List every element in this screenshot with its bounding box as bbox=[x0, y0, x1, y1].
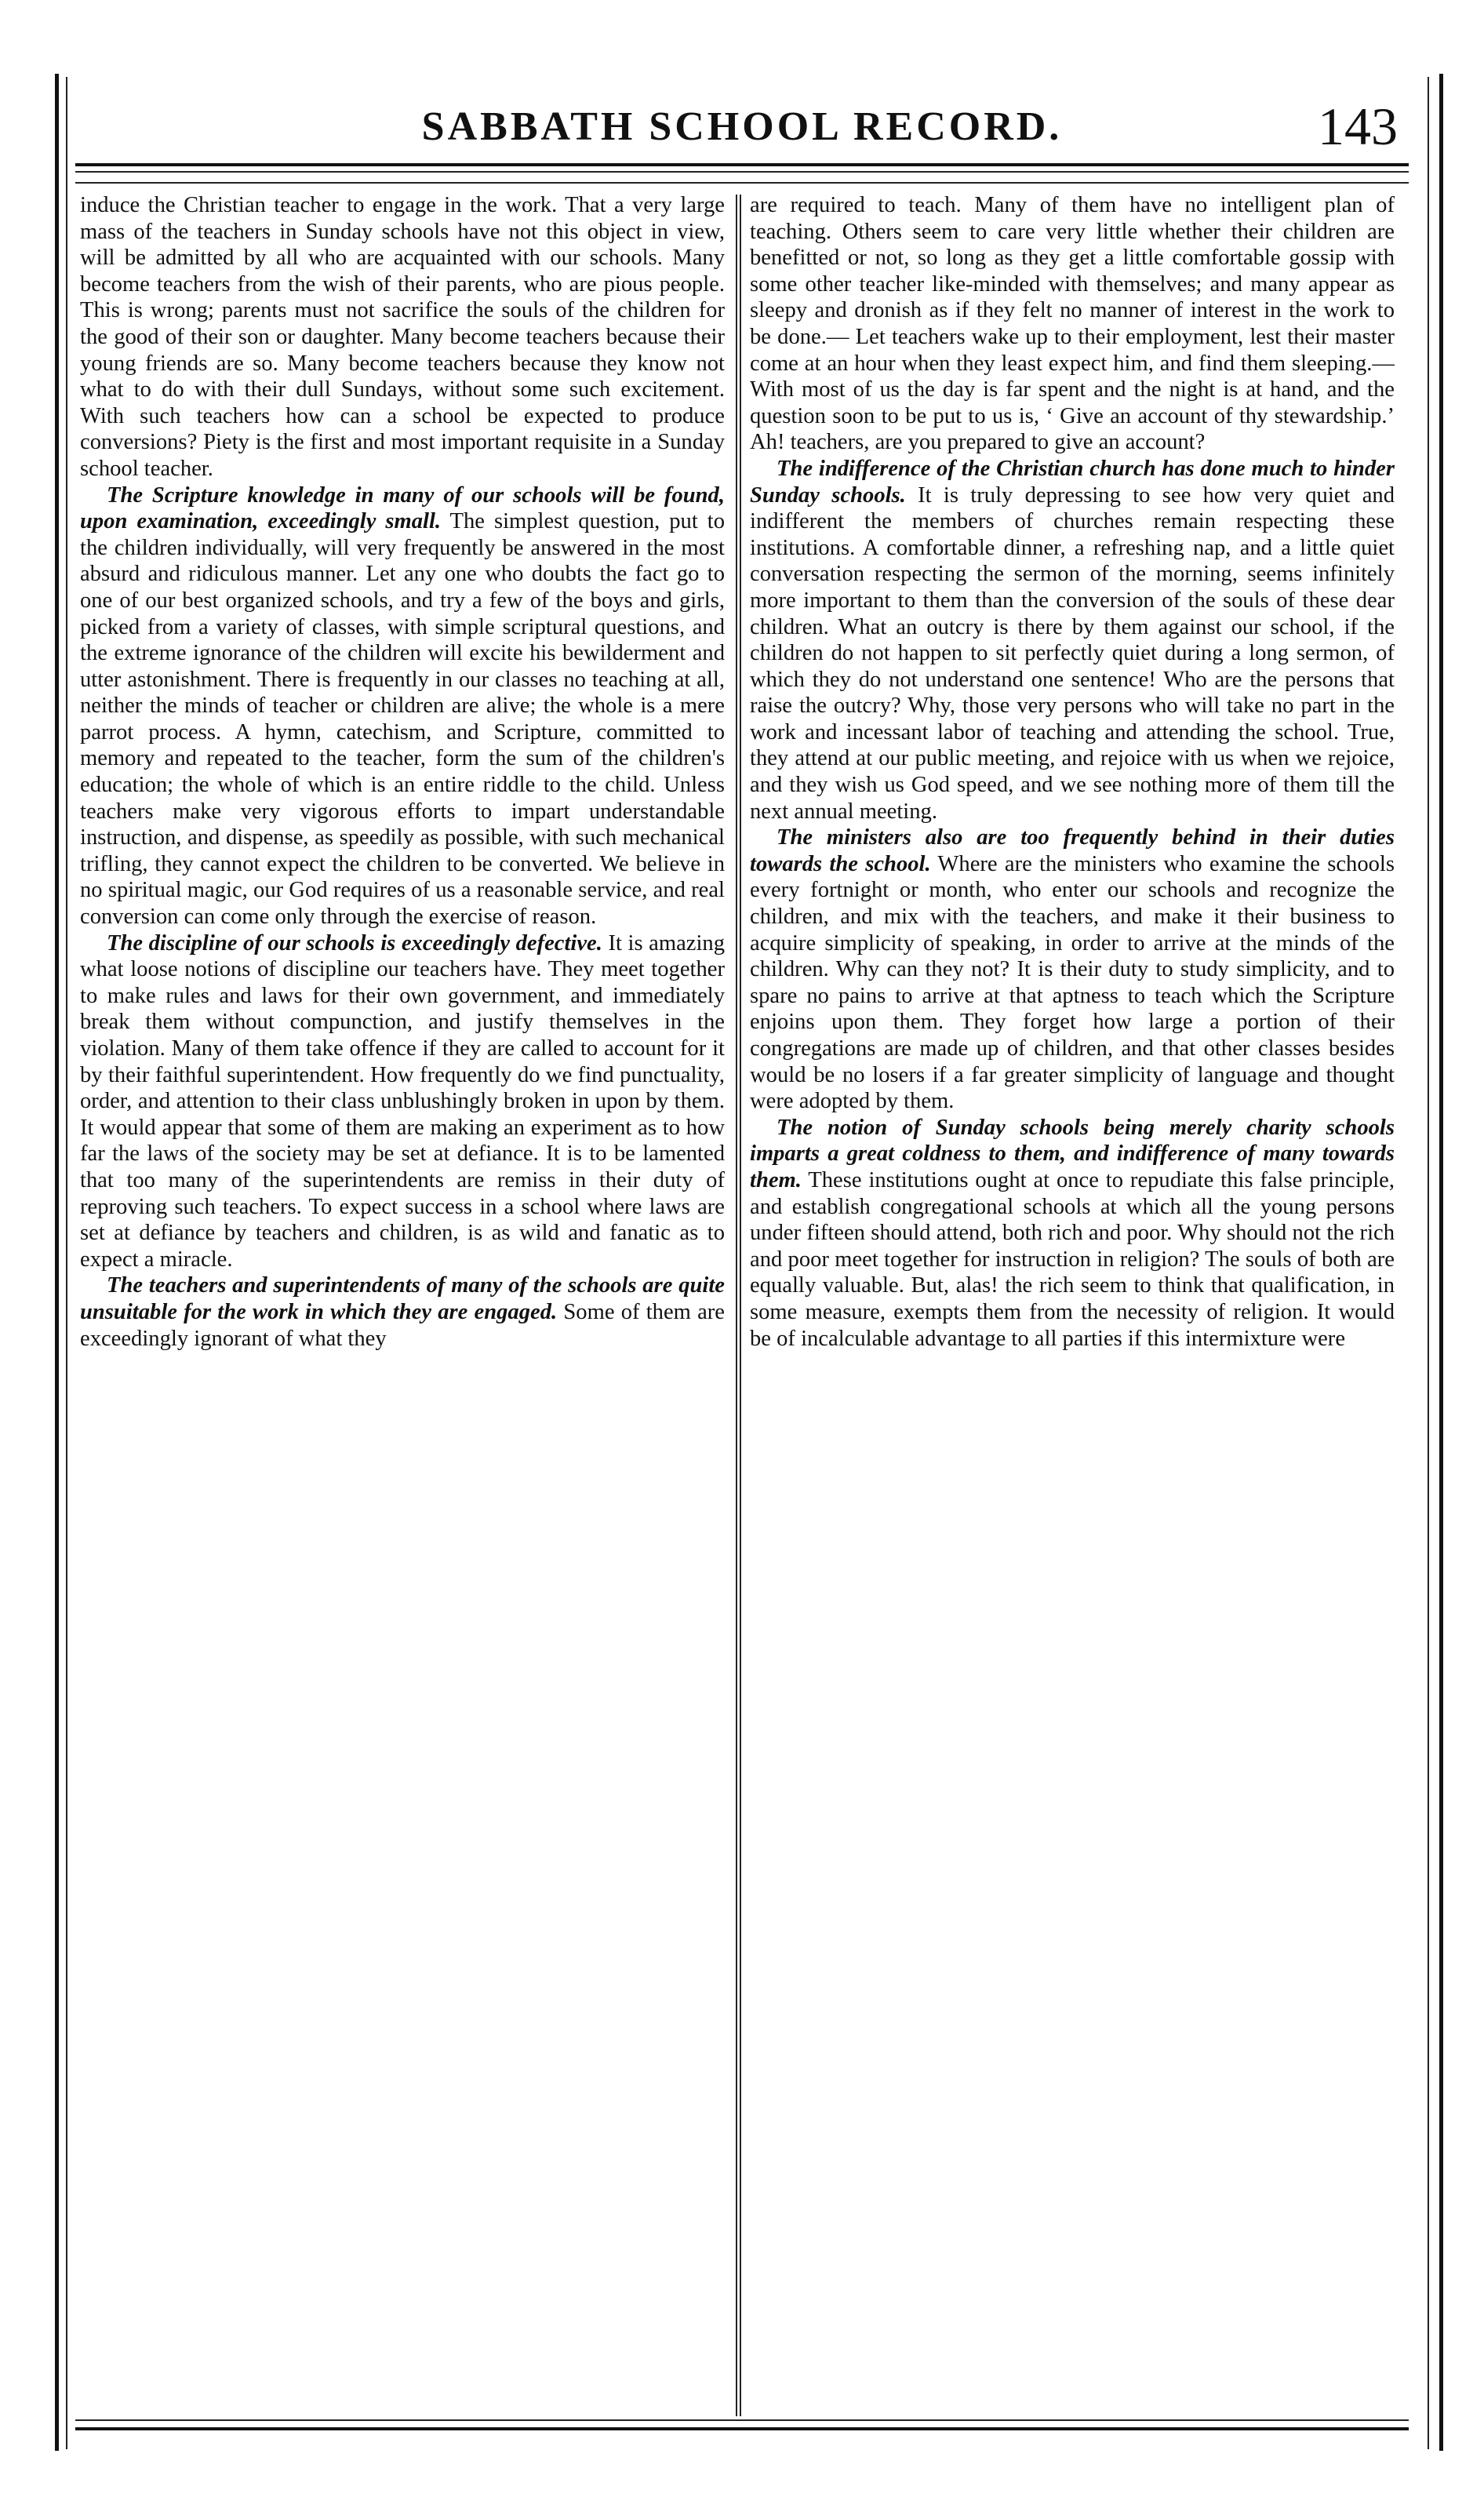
paragraph-lead: The Scripture knowledge in many of our schools will be found, upon examination, exceedingly small. bbox=[80, 482, 725, 534]
left-column bbox=[80, 192, 725, 2416]
right-column bbox=[750, 192, 1395, 2416]
paragraph bbox=[80, 930, 725, 1273]
running-title: SABBATH SCHOOL RECORD. bbox=[421, 104, 1063, 149]
paragraph bbox=[750, 456, 1395, 825]
paragraph bbox=[750, 1115, 1395, 1352]
paragraph-lead: The notion of Sunday schools being merely charity schools imparts a great coldness to them, and indifference of many towards them. bbox=[750, 1115, 1395, 1192]
paragraph-body: It is amazing what loose notions of discipline our teachers have. They meet together to make rules and laws for their own government, and immediately break them without compunction, and justify themselves in the violation. Many of them take offence if they are called to account for it by their faithful superintendent. How frequently do we find punctuality, order, and attention to their class unblushingly broken in upon by them. It would appear that some of them are making an experiment as to how far the laws of the society may be set at defiance. It is to be lamented that too many of the superintendents are remiss in their duty of reproving such teachers. To expect success in a school where laws are set at defiance by teachers and children, is as wild and fanatic as to expect a miracle. bbox=[80, 930, 725, 1272]
paragraph-body: Some of them are exceedingly ignorant of what they bbox=[80, 1299, 725, 1351]
paragraph bbox=[750, 825, 1395, 1115]
paragraph-lead: The ministers also are too frequently behind in their duties towards the school. bbox=[750, 825, 1395, 876]
paragraph-body: Where are the ministers who examine the schools every fortnight or month, who enter our schools and recognize the children, and mix with the teachers, and make it their business to acquire simplicity of speaking, in order to arrive at the minds of the children. Why can they not? It is their duty to study simplicity, and to spare no pains to arrive at that aptness to teach which the Scripture enjoins upon them. They forget how large a portion of their congregations are made up of children, and that other classes besides would be no losers if a far greater simplicity of language and thought were adopted by them. bbox=[750, 851, 1395, 1114]
header-rule-thin-2 bbox=[75, 182, 1409, 184]
paragraph-lead: The indifference of the Christian church has done much to hinder Sunday schools. bbox=[750, 456, 1395, 508]
paragraph-body: The simplest question, put to the children individually, will very frequently be answered in the most absurd and ridiculous manner. Let any one who doubts the fact go to one of our best organized schools, and try a few of the boys and girls, picked from a variety of classes, with simple scriptural questions, and the extreme ignorance of the children will excite his bewilderment and utter astonishment. There is frequently in our classes no teaching at all, neither the minds of teacher or children are alive; the whole is a mere parrot process. A hymn, catechism, and Scripture, committed to memory and repeated to the teacher, form the sum of the children's education; the whole of which is an entire riddle to the child. Unless teachers make very vigorous efforts to impart understandable instruction, and dispense, as speedily as possible, with such mechanical trifling, they cannot expect the children to be converted. We believe in no spiritual magic, our God requires of us a reasonable service, and real conversion can come only through the exercise of reason. bbox=[80, 509, 725, 930]
footer-rule-thin bbox=[75, 2419, 1409, 2421]
page-number: 143 bbox=[1318, 96, 1398, 156]
paragraph: are required to teach. Many of them have no intelligent plan of teaching. Others seem to care very little whether their children are benefitted or not, so long as they get a little comfortable gossip with some other teacher like-minded with themselves; and many appear as sleepy and dronish as if they felt no manner of interest in the work to be done.— Let teachers wake up to their employment, lest their master come at an hour when they least expect him, and find them sleeping.— With most of us the day is far spent and the night is at hand, and the question soon to be put to us is, ‘ Give an account of thy stewardship.’ Ah! teachers, are you prepared to give an account? bbox=[750, 193, 1395, 455]
header-rule-thick bbox=[75, 163, 1409, 166]
header-rule-thin bbox=[75, 171, 1409, 173]
paragraph-lead: The teachers and superintendents of many of the schools are quite unsuitable for the work in which they are engaged. bbox=[80, 1273, 725, 1324]
paragraph: induce the Christian teacher to engage in the work. That a very large mass of the teachers in Sunday schools have not this object in view, will be admitted by all who are acquainted with our schools. Many become teachers from the wish of their parents, who are pious people. This is wrong; parents must not sacrifice the souls of the children for the good of their son or daughter. Many become teachers because their young friends are so. Many become teachers because they know not what to do with their dull Sundays, without some such excitement. With such teachers how can a school be expected to produce conversions? Piety is the first and most important requisite in a Sunday school teacher. bbox=[80, 193, 725, 481]
paragraph-body: These institutions ought at once to repudiate this false principle, and establish congregational schools at which all the young persons under fifteen should attend, both rich and poor. Why should not the rich and poor meet together for instruction in religion? The souls of both are equally valuable. But, alas! the rich seem to think that qualification, in some measure, exempts them from the necessity of religion. It would be of incalculable advantage to all parties if this intermixture were bbox=[750, 1167, 1395, 1351]
paragraph-body: It is truly depressing to see how very quiet and indifferent the members of churches remain respecting these institutions. A comfortable dinner, a refreshing nap, and a little quiet conversation respecting the sermon of the morning, seems infinitely more important to them than the conversion of the souls of these dear children. What an outcry is there by them against our school, if the children do not happen to sit perfectly quiet during a long sermon, of which they do not understand one sentence! Who are the persons that raise the outcry? Why, those very persons who will take no part in the work and incessant labor of teaching and attending the school. True, they attend at our public meeting, and rejoice with us when we rejoice, and they wish us God speed, and we see nothing more of them till the next annual meeting. bbox=[750, 482, 1395, 824]
paragraph-lead: The discipline of our schools is exceedingly defective. bbox=[107, 930, 602, 956]
footer-rule-thick bbox=[75, 2427, 1409, 2430]
running-header bbox=[75, 93, 1409, 165]
paragraph bbox=[80, 1272, 725, 1352]
paragraph bbox=[80, 482, 725, 930]
column-divider bbox=[736, 195, 741, 2416]
